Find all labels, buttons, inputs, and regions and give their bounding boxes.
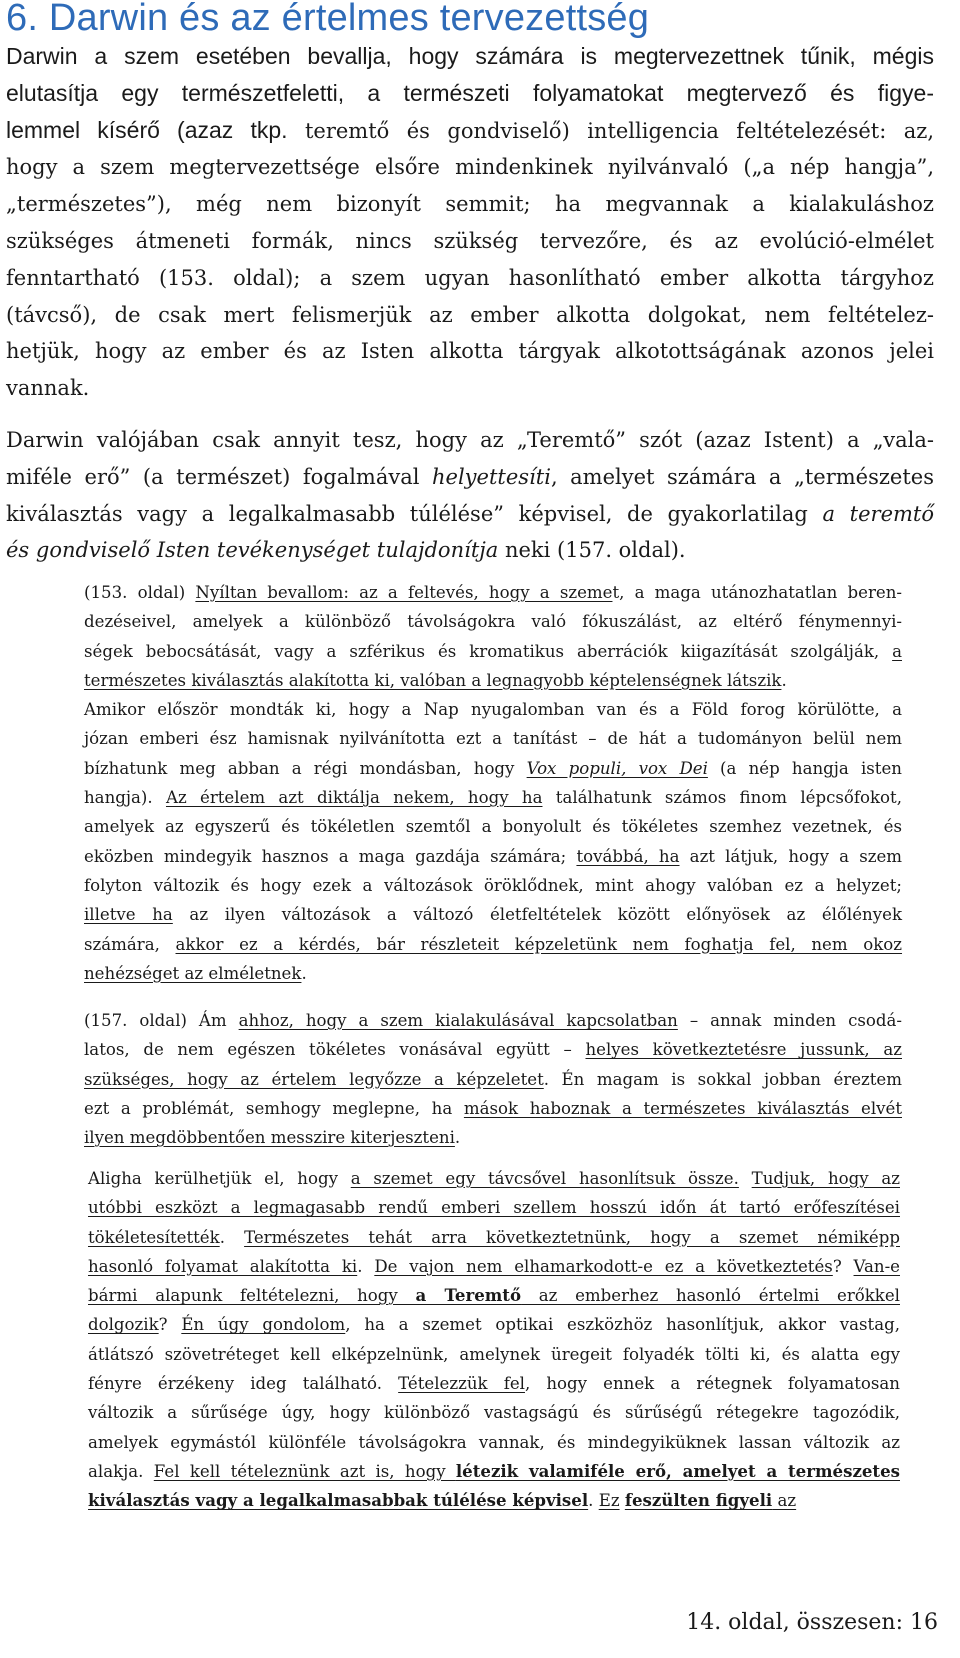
underlined-text: ilyen megdöbbentően messzire kiterjeszteni	[84, 1128, 455, 1148]
text-line: amelyek az egyszerű és tökéletlen szemtől a bonyolult és tökéletes szemhez vezetnek, és	[84, 817, 902, 837]
paragraph-1	[6, 38, 934, 407]
paragraph-2	[6, 422, 934, 569]
text-line: dezéseivel, amelyek a különböző távolságokra való fókuszálást, az eltérő fénymennyi-	[84, 612, 902, 632]
text-segment	[739, 1169, 752, 1188]
text-segment: (157. oldal) Ám	[84, 1011, 239, 1030]
text-segment: .	[781, 670, 787, 690]
underlined-text	[625, 1491, 796, 1510]
text-segment: fényre érzékeny ideg található.	[88, 1374, 399, 1394]
text-line: Amikor először mondták ki, hogy a Nap nyugalomban van és a Föld forog körülötte, a	[84, 700, 902, 720]
text-segment: .	[454, 1128, 461, 1148]
underlined-text: szükséges, hogy az értelem legyőzze a képzeletet	[84, 1069, 544, 1089]
text-line	[6, 112, 934, 150]
text-line	[84, 1065, 902, 1094]
text-line	[88, 1486, 900, 1515]
text-line	[84, 842, 902, 871]
text-line: józan emberi ész hamisnak nyilvánította ezt a tanítást – de hát a tudományon belül nem	[84, 729, 902, 749]
underlined-text	[527, 759, 708, 778]
text-line	[84, 578, 902, 607]
text-segment: (a nép hangja isten	[707, 758, 902, 778]
text-line: amelyek egymástól különféle távolságokra vannak, és mindegyiküknek lassan változik az	[88, 1432, 900, 1452]
underlined-text: ahhoz, hogy a szem kialakulásával kapcsolatban	[238, 1011, 678, 1030]
underlined-text: helyes következtetésre jussunk, az	[585, 1040, 902, 1060]
quote-block-telescope	[88, 1164, 900, 1516]
underlined-text: természetes kiválasztás alakította ki, valóban a legnagyobb képtelenségnek látszik	[84, 670, 782, 690]
text-line: elutasítja egy természetfeletti, a természeti folyamatokat megtervező és figye-	[6, 79, 934, 106]
text-line	[88, 1223, 900, 1252]
text-segment: , ha a szemet optikai eszközhöz hasonlítjuk, akkor vastag,	[345, 1315, 900, 1335]
text-segment: .	[219, 1227, 245, 1247]
text-segment: Aligha kerülhetjük el, hogy	[88, 1169, 351, 1188]
text-line	[84, 1123, 902, 1152]
text-segment: lemmel kísérő (azaz tkp.	[6, 116, 288, 143]
emphasis: helyettesíti	[432, 464, 551, 489]
text-line: folyton változik és hogy ezek a változások öröklődnek, mint ahogy valóban ez a helyzet;	[84, 875, 902, 895]
text-segment: . Én magam is sokkal jobban éreztem	[543, 1069, 902, 1089]
underlined-text: továbbá, ha	[576, 846, 680, 866]
underlined-text: Tételezzük fel	[398, 1374, 525, 1394]
quote-block-157	[84, 1006, 902, 1152]
underlined-text: Tudjuk, hogy az	[751, 1169, 900, 1188]
text-segment: .	[357, 1256, 375, 1276]
underlined-text: illetve ha	[84, 905, 173, 925]
text-line	[88, 1193, 900, 1222]
text-line	[88, 1281, 900, 1310]
text-line	[84, 1094, 902, 1123]
text-line: változik a sűrűsége úgy, hogy különböző vastagságú és sűrűségű rétegekre tagozódik,	[88, 1403, 900, 1423]
page-number: 14. oldal, összesen: 16	[686, 1610, 938, 1635]
underlined-text: dolgozik	[88, 1315, 159, 1335]
text-segment: számára,	[84, 934, 176, 954]
text-segment: ezt a problémát, semhogy meglepne, ha	[84, 1098, 464, 1118]
text-segment: .	[301, 963, 307, 983]
text-line: (távcső), de csak mert felismerjük az ember alkotta dolgokat, nem feltételez-	[6, 302, 934, 327]
text-segment: teremtő és gondviselő) intelligencia feltételezését: az,	[287, 118, 934, 143]
underlined-text: akkor ez a kérdés, bár részleteit képzeletünk nem foghatja fel, nem okoz	[175, 934, 903, 954]
text-segment: latos, de nem egészen tökéletes vonásával együtt –	[84, 1040, 586, 1060]
underlined-text: a szemet egy távcsővel hasonlítsuk össze.	[350, 1169, 739, 1188]
text-segment: .	[588, 1491, 599, 1511]
text-line: átlátszó szövetréteget kell elképzelnünk, amelynek üregeit folyadék tölti ki, és alatta egy	[88, 1344, 900, 1364]
text-segment: neki (157. oldal).	[498, 538, 686, 563]
section-heading: 6. Darwin és az értelmes tervezettség	[6, 0, 650, 39]
text-line	[6, 532, 934, 569]
underlined-text: Természetes tehát arra következtetnünk, hogy a szemet némiképp	[244, 1227, 900, 1247]
text-segment: alakja.	[88, 1461, 154, 1481]
text-line: Darwin valójában csak annyit tesz, hogy az „Teremtő” szót (azaz Istent) a „vala-	[6, 428, 934, 452]
text-line	[6, 496, 934, 533]
underlined-text	[154, 1462, 900, 1481]
text-line	[84, 959, 902, 988]
text-segment: ?	[158, 1315, 182, 1335]
underlined-text	[88, 1286, 900, 1305]
text-line	[84, 637, 902, 666]
text-line	[6, 459, 934, 496]
text-line: hetjük, hogy az ember és az Isten alkotta tárgyak alkotottságának azonos jelei	[6, 339, 934, 364]
underlined-text: nehézséget az elméletnek	[84, 963, 302, 983]
text-segment: azt látjuk, hogy a szem	[679, 846, 903, 866]
text-segment: kiválasztás vagy a legalkalmasabb túlélése” képvisel, de gyakorlatilag	[6, 501, 823, 526]
underlined-text: Van-e	[853, 1256, 900, 1276]
underlined-text: Az értelem azt diktálja nekem, hogy ha	[165, 788, 543, 808]
text-segment: ségek bebocsátását, vagy a szférikus és kromatikus aberrációk kiigazítását szolgálják,	[84, 641, 893, 661]
text-line: vannak.	[6, 376, 90, 401]
emphasis: Vox populi, vox Dei	[526, 758, 708, 778]
bold-text: feszülten figyeli	[624, 1490, 773, 1511]
underlined-text: De vajon nem elhamarkodott-e ez a következtetés	[374, 1256, 833, 1276]
text-segment: ?	[832, 1256, 854, 1276]
text-segment: bármi alapunk feltételezni, hogy	[88, 1286, 416, 1306]
text-segment: , amelyet számára a „természetes	[550, 464, 934, 489]
text-line	[84, 930, 902, 959]
text-line: „természetes”), még nem bizonyít semmit; ha megvannak a kialakuláshoz	[6, 192, 934, 217]
text-line	[84, 783, 902, 812]
text-line	[84, 1035, 902, 1064]
underlined-text: Én úgy gondolom	[181, 1315, 346, 1335]
underlined-text: hasonló folyamat alakította ki	[88, 1256, 358, 1276]
underlined-text: a	[892, 641, 902, 661]
text-line	[88, 1369, 900, 1398]
text-line	[84, 754, 902, 783]
text-line	[88, 1457, 900, 1486]
text-segment: bízhatunk meg abban a régi mondásban, hogy	[84, 758, 527, 778]
text-line	[84, 1006, 902, 1035]
underlined-text: mások haboznak a természetes kiválasztás elvét	[463, 1098, 902, 1118]
bold-text: a Teremtő	[415, 1285, 522, 1306]
underlined-text	[88, 1491, 588, 1510]
emphasis: a teremtő	[822, 501, 934, 526]
emphasis: és gondviselő Isten tevékenységet tulajdonítja	[6, 538, 499, 563]
underlined-text: tökéletesítették	[88, 1227, 220, 1247]
text-segment: Fel kell tételeznünk azt is, hogy	[153, 1461, 456, 1481]
bold-text: kiválasztás vagy a legalkalmasabbak túlélése képvisel	[88, 1490, 589, 1511]
text-segment: t, a maga utánozhatatlan beren-	[612, 583, 902, 602]
text-segment: az emberhez hasonló értelmi erőkkel	[521, 1286, 900, 1306]
underlined-text: utóbbi eszközt a legmagasabb rendű emberi szellem hosszú időn át tartó erőfeszítései	[88, 1198, 900, 1218]
underlined-text: Ez	[598, 1491, 620, 1511]
text-line: hogy a szem megtervezettsége elsőre mindenkinek nyilvánvaló („a nép hangja”,	[6, 155, 934, 180]
text-segment: az ilyen változások a változó életfeltételek között előnyösek az élőlények	[172, 905, 902, 925]
text-line	[88, 1252, 900, 1281]
text-line	[84, 900, 902, 929]
text-segment: miféle erő” (a természet) fogalmával	[6, 464, 433, 489]
quote-block-153	[84, 578, 902, 988]
text-segment: találhatunk számos finom lépcsőfokot,	[542, 788, 902, 808]
text-line	[88, 1164, 900, 1193]
text-segment: eközben mindegyik hasznos a maga gazdája számára;	[84, 846, 577, 866]
bold-text: létezik valamiféle erő, amelyet a természetes	[455, 1460, 900, 1481]
text-line: szükséges átmeneti formák, nincs szükség tervezőre, és az evolúció-elmélet	[6, 228, 934, 253]
text-line	[84, 666, 902, 695]
text-segment: az	[772, 1491, 797, 1511]
underlined-text: Nyíltan bevallom: az a feltevés, hogy a szeme	[195, 583, 613, 602]
text-segment: – annak minden csodá-	[677, 1011, 902, 1030]
text-segment: , hogy ennek a rétegnek folyamatosan	[524, 1374, 900, 1394]
text-line	[88, 1310, 900, 1339]
text-segment: hangja).	[84, 788, 166, 808]
text-segment: (153. oldal)	[84, 583, 196, 602]
text-line: fenntartható (153. oldal); a szem ugyan hasonlítható ember alkotta tárgyhoz	[6, 265, 934, 290]
text-line: Darwin a szem esetében bevallja, hogy számára is megtervezettnek tűnik, mégis	[6, 43, 934, 69]
